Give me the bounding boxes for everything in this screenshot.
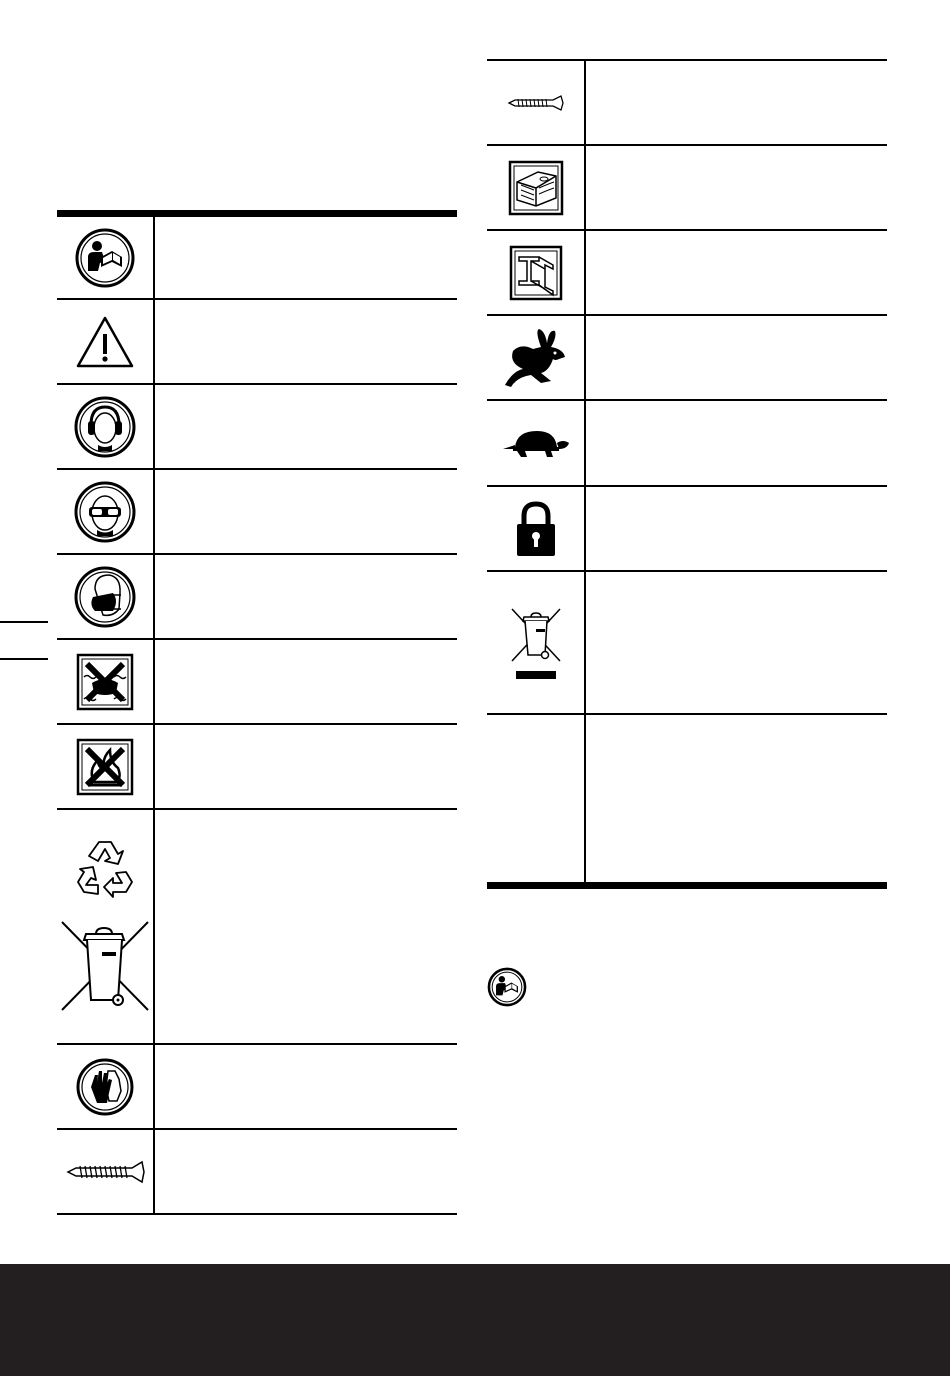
row-text <box>157 1045 457 1129</box>
row-text <box>588 316 887 399</box>
margin-mark-bottom <box>0 658 48 660</box>
eye-protection-icon <box>57 470 153 553</box>
table-row <box>57 470 457 553</box>
table-row <box>487 61 887 145</box>
empty-symbol-cell <box>487 715 584 882</box>
right-symbol-table <box>487 59 887 889</box>
row-text <box>588 572 887 713</box>
table-row <box>57 385 457 468</box>
row-text <box>588 231 887 314</box>
footer-bar <box>0 1264 950 1376</box>
table-row <box>487 487 887 570</box>
row-text <box>588 146 887 229</box>
table-row <box>487 316 887 399</box>
warning-triangle-icon <box>57 300 153 383</box>
table-bottom-rule <box>57 1213 457 1215</box>
row-text <box>157 217 457 299</box>
row-text <box>588 401 887 485</box>
table-top-rule <box>57 210 457 217</box>
no-fire-icon <box>57 725 153 808</box>
gloves-icon <box>57 1045 153 1129</box>
recycle-icon <box>74 836 136 898</box>
screw-icon <box>57 1130 153 1213</box>
row-text <box>157 555 457 638</box>
crossed-bin-icon <box>487 572 584 713</box>
read-manual-small-icon <box>487 967 527 1007</box>
left-symbol-table <box>57 210 457 1215</box>
recycle-and-crossed-bin-icon <box>57 810 153 1043</box>
table-row <box>57 555 457 638</box>
table-row <box>57 1045 457 1129</box>
small-screw-icon <box>487 61 584 145</box>
row-text <box>157 810 457 1043</box>
note-read-manual <box>487 967 887 1007</box>
no-water-icon <box>57 640 153 723</box>
table-row <box>57 640 457 723</box>
row-text <box>157 640 457 723</box>
table-row <box>57 300 457 383</box>
table-row <box>57 1130 457 1213</box>
turtle-slow-speed-icon <box>487 401 584 485</box>
row-text <box>588 487 887 570</box>
table-row <box>57 217 457 299</box>
table-bottom-rule <box>487 882 887 889</box>
rabbit-fast-speed-icon <box>487 316 584 399</box>
dust-mask-icon <box>57 555 153 638</box>
row-text <box>588 61 887 145</box>
table-row <box>57 810 457 1043</box>
row-text <box>157 1130 457 1213</box>
read-manual-icon <box>57 217 153 299</box>
row-text <box>588 715 887 882</box>
table-row <box>487 146 887 229</box>
wood-material-icon <box>487 146 584 229</box>
table-row <box>487 231 887 314</box>
row-text <box>157 385 457 468</box>
metal-profile-icon <box>487 231 584 314</box>
padlock-icon <box>487 487 584 570</box>
crossed-bin-icon <box>60 920 150 1012</box>
ear-protection-icon <box>57 385 153 468</box>
row-text <box>157 470 457 553</box>
table-row <box>487 572 887 713</box>
row-text <box>157 725 457 808</box>
table-row <box>487 715 887 882</box>
margin-mark-top <box>0 621 48 623</box>
row-text <box>157 300 457 383</box>
table-row <box>57 725 457 808</box>
table-row <box>487 401 887 485</box>
